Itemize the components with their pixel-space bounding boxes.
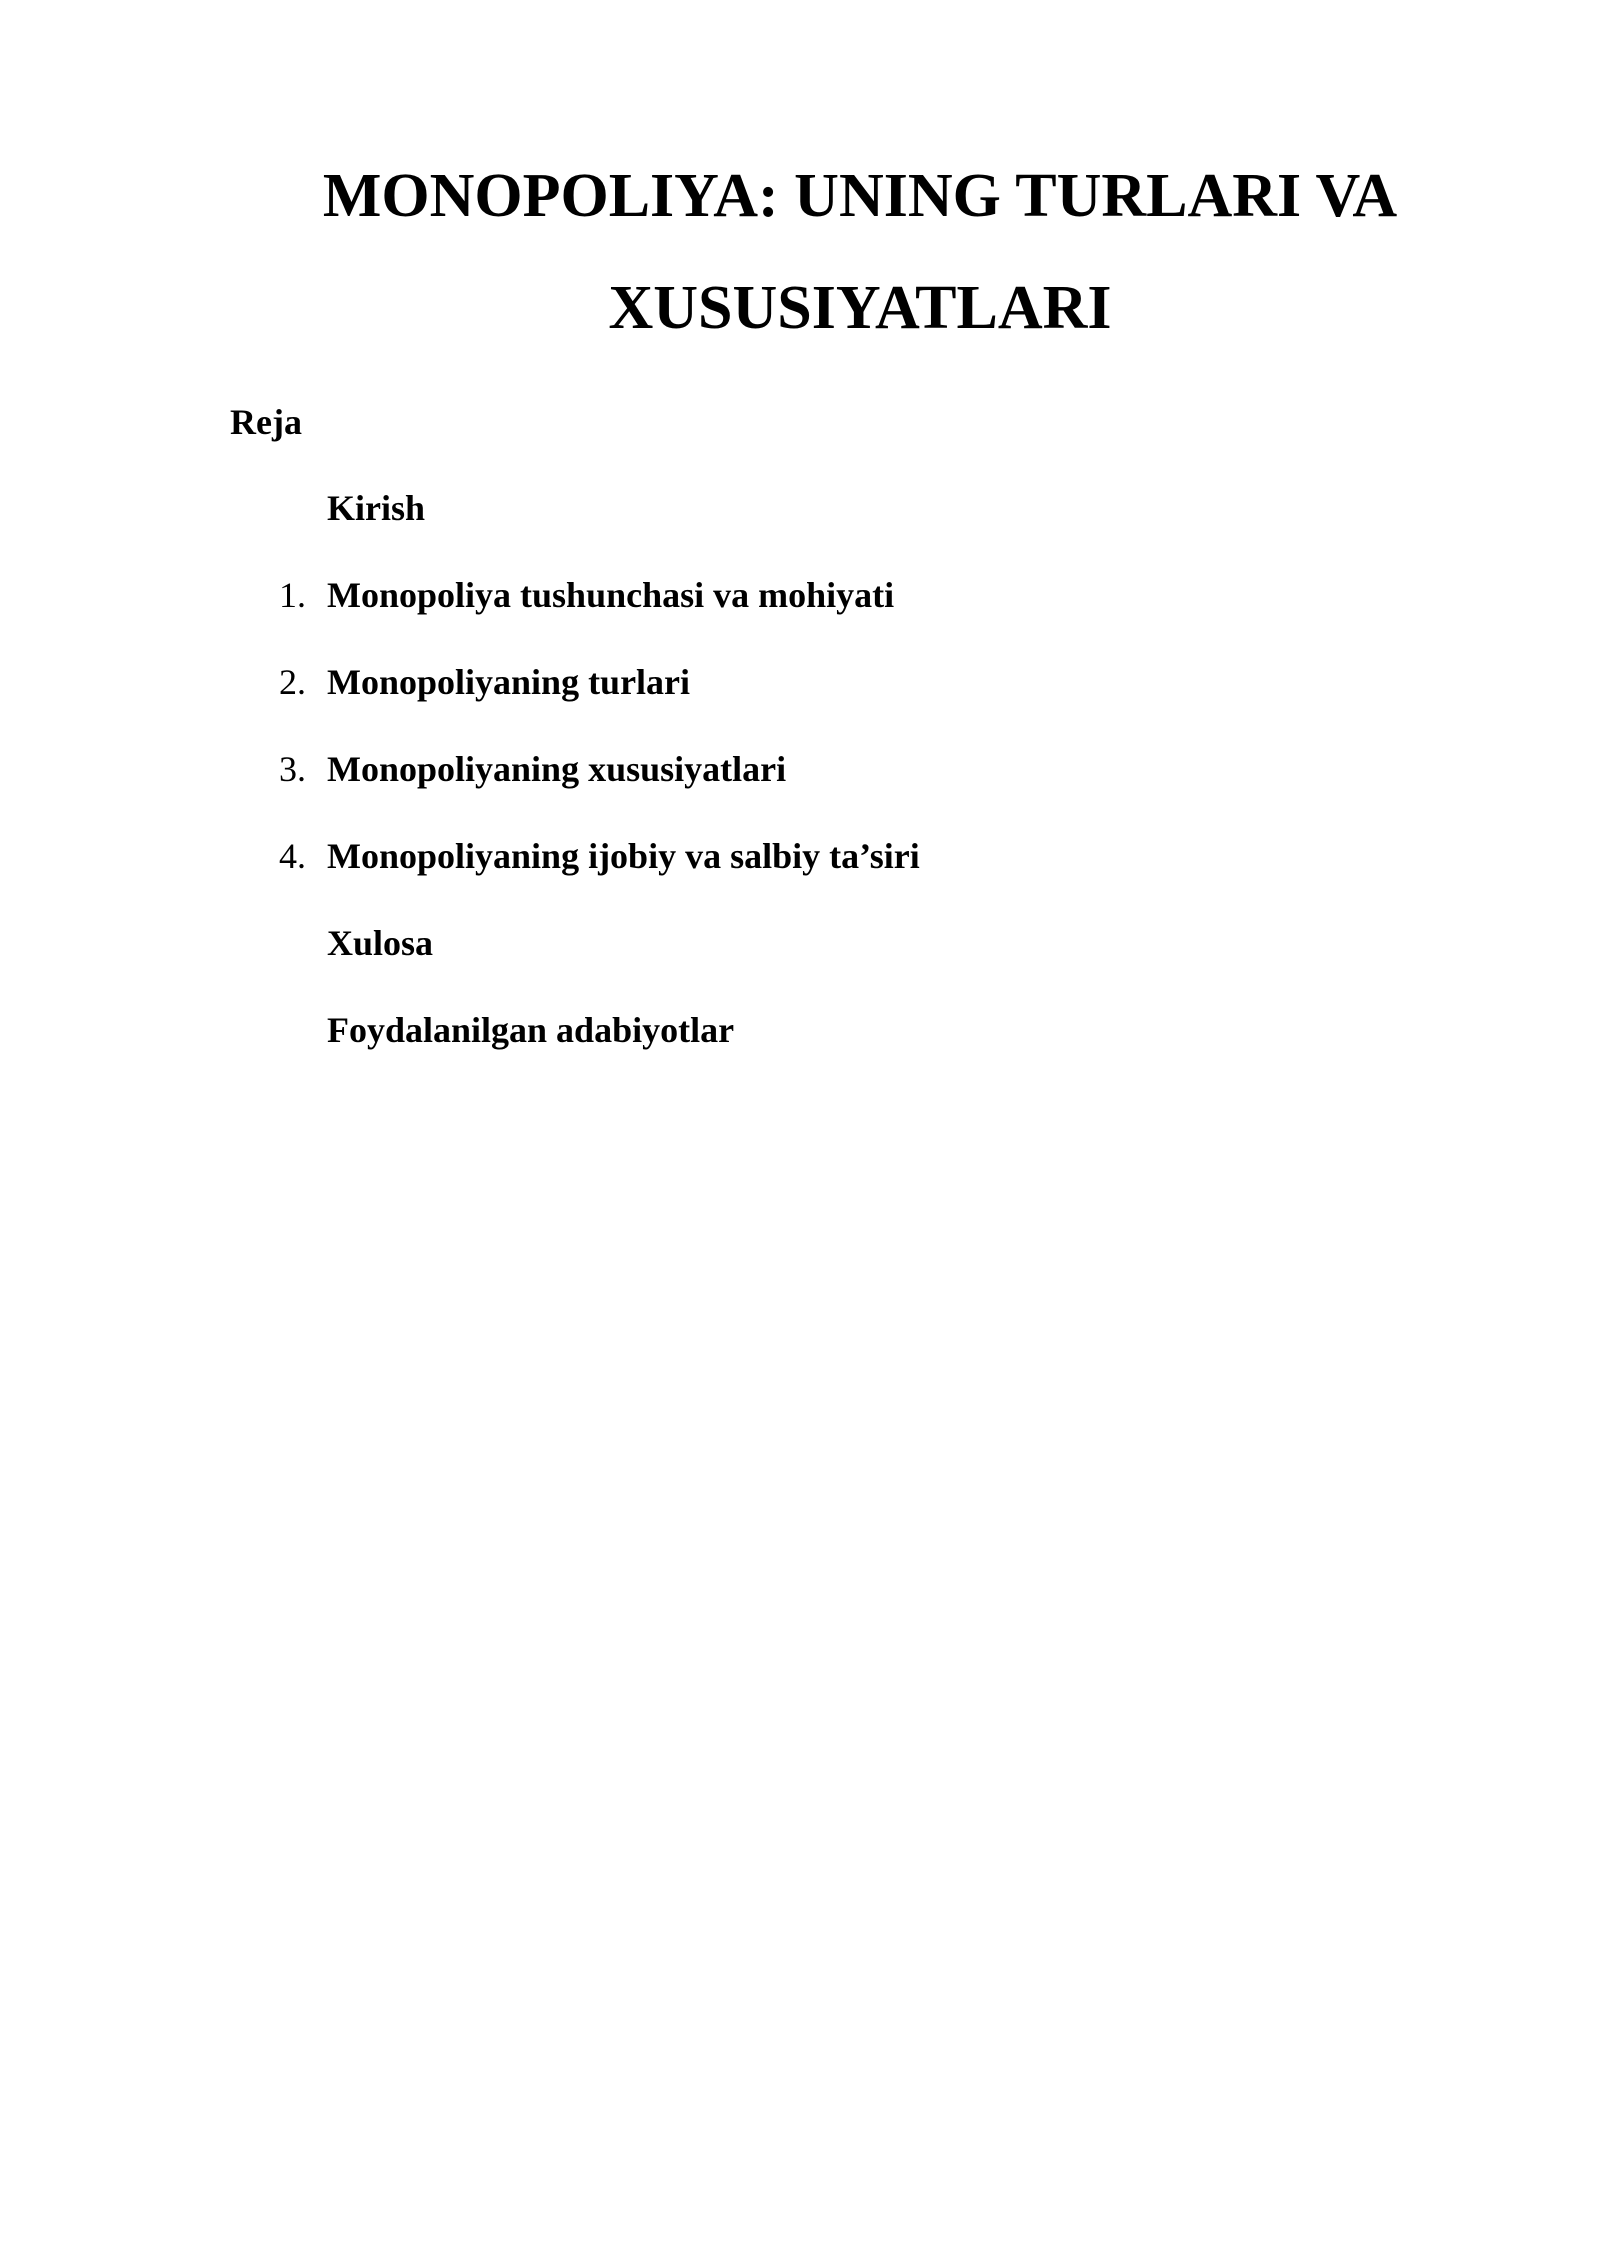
plan-item-1 — [0, 565, 1600, 652]
plan-item-text: Kirish — [327, 488, 426, 528]
plan-list — [0, 478, 1600, 1087]
plan-item-text: Monopoliyaning xususiyatlari — [327, 749, 787, 789]
plan-item-text: Monopoliya tushunchasi va mohiyati — [327, 575, 895, 615]
plan-item-number: 2. — [279, 662, 306, 702]
plan-item-xulosa — [0, 913, 1600, 1000]
plan-item-number: 3. — [279, 749, 306, 789]
document-title: MONOPOLIYA: UNING TURLARI VA XUSUSIYATLARI — [322, 162, 1398, 342]
plan-item-text: Monopoliyaning ijobiy va salbiy ta’siri — [327, 836, 920, 876]
plan-item-2 — [0, 652, 1600, 739]
plan-item-text: Monopoliyaning turlari — [327, 662, 691, 702]
plan-item-kirish — [0, 478, 1600, 565]
plan-item-3 — [0, 739, 1600, 826]
plan-item-4 — [0, 826, 1600, 913]
plan-heading: Reja — [230, 402, 302, 442]
plan-item-adabiyotlar — [0, 1000, 1600, 1087]
plan-item-number: 4. — [279, 836, 306, 876]
plan-item-number: 1. — [279, 575, 306, 615]
plan-item-text: Foydalanilgan adabiyotlar — [327, 1010, 735, 1050]
plan-item-text: Xulosa — [327, 923, 434, 963]
